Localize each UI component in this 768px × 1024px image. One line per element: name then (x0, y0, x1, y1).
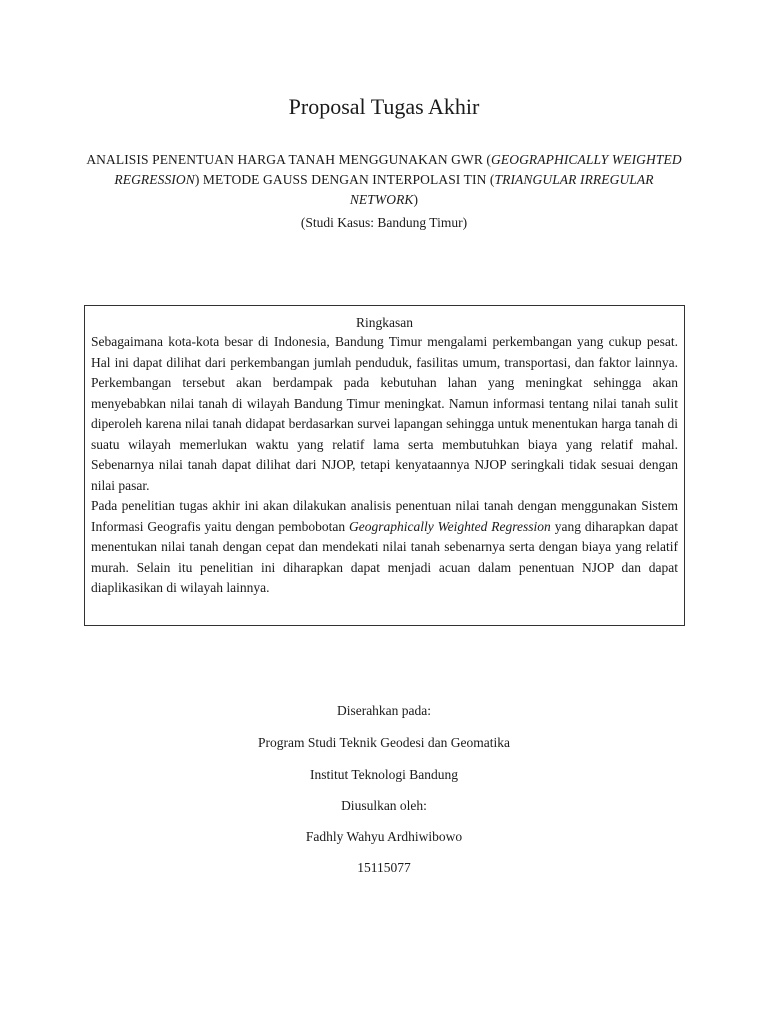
thesis-title-part3: ) (413, 192, 419, 207)
thesis-title-italic2: TRIANGULAR IRREGULAR NETWORK (349, 172, 654, 207)
case-study: (Studi Kasus: Bandung Timur) (300, 215, 468, 230)
summary-paragraph-2-start: Pada penelitian tugas akhir ini akan dilakukan analisis penentuan nilai tanah dengan menggunakan Sistem Informasi Geografis yaitu dengan pembobotan (91, 498, 678, 534)
student-id: 15115077 (357, 860, 411, 875)
thesis-title-part2: ) METODE GAUSS DENGAN INTERPOLASI TIN ( (194, 172, 495, 187)
author-name: Fadhly Wahyu Ardhiwibowo (305, 829, 463, 844)
thesis-title-part1: ANALISIS PENENTUAN HARGA TANAH MENGGUNAKAN GWR ( (86, 152, 492, 167)
summary-paragraph-1: Sebagaimana kota-kota besar di Indonesia, Bandung Timur mengalami perkembangan yang cukup pesat. Hal ini dapat dilihat dari perkembangan jumlah penduduk, fasilitas umum, transportasi, dan faktor lainnya. Perkembangan tersebut akan berdampak pada kebutuhan lahan yang meningkat sehingga akan menyebabkan nilai tanah di wilayah Bandung Timur meningkat. Namun informasi tentang nilai tanah sulit diperoleh karena nilai tanah didapat berdasarkan survei lapangan sehingga untuk menentukan harga tanah di suatu wilayah memerlukan waktu yang relatif lama serta membutuhkan biaya yang relatif mahal. Sebenarnya nilai tanah dapat dilihat dari NJOP, tetapi kenyataannya NJOP seringkali tidak sesuai dengan nilai pasar. (91, 334, 678, 493)
proposed-by-label: Diusulkan oleh: (341, 798, 427, 813)
thesis-title-italic1: GEOGRAPHICALLY WEIGHTED REGRESSION (114, 152, 682, 187)
institution-name: Institut Teknologi Bandung (309, 767, 459, 782)
summary-paragraph-2-end: yang diharapkan dapat menentukan nilai tanah dengan cepat dan mendekati nilai tanah sebenarnya serta dengan biaya yang relatif murah. Selain itu penelitian ini diharapkan dapat menjadi acuan dalam penentuan NJOP dan dapat diaplikasikan di wilayah lainnya. (91, 518, 678, 595)
submitted-to-label: Diserahkan pada: (336, 703, 432, 718)
thesis-title (84, 150, 684, 210)
summary-paragraph-2-italic: Geographically Weighted Regression (349, 518, 551, 534)
summary-box (84, 305, 685, 626)
page-title: Proposal Tugas Akhir (288, 94, 480, 119)
summary-heading: Ringkasan (356, 315, 413, 330)
summary-paragraph-2 (91, 496, 678, 599)
program-name: Program Studi Teknik Geodesi dan Geomatika (258, 735, 510, 750)
